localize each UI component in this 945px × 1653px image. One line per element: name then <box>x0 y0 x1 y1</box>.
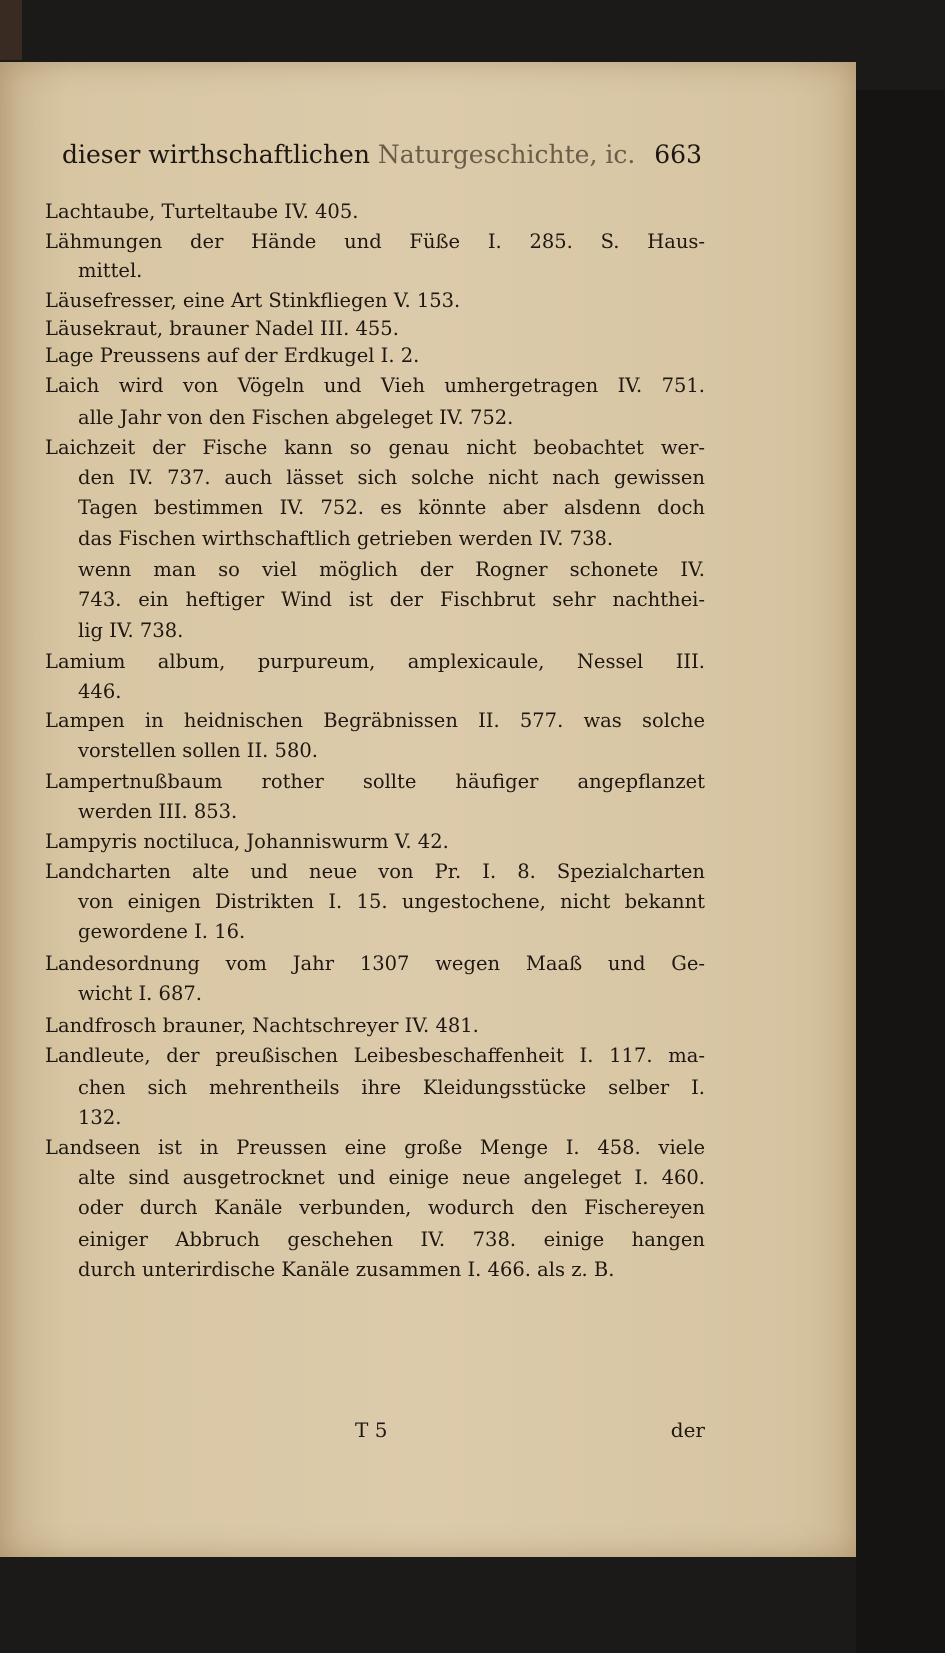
index-entry-continuation: 132. <box>78 1106 122 1129</box>
index-entry: Lähmungen der Hände und Füße I. 285. S. Haus- <box>45 230 705 253</box>
index-entry-continuation: Tagen bestimmen IV. 752. es könnte aber alsdenn doch <box>78 496 705 519</box>
running-title-text: dieser wirthschaftlichen <box>62 140 370 169</box>
index-entry-continuation: lig IV. 738. <box>78 619 184 642</box>
index-entry-continuation: wenn man so viel möglich der Rogner schonete IV. <box>78 558 705 581</box>
index-entry: Lachtaube, Turteltaube IV. 405. <box>45 200 359 223</box>
index-entry-continuation: wicht I. 687. <box>78 982 202 1005</box>
index-entry: Läusekraut, brauner Nadel III. 455. <box>45 317 399 340</box>
index-entry-continuation: von einigen Distrikten I. 15. ungestochene, nicht bekannt <box>78 890 705 913</box>
index-entry: Lampertnußbaum rother sollte häufiger angepflanzet <box>45 770 705 793</box>
running-title <box>62 140 635 169</box>
page-edge-shadow <box>856 90 945 1653</box>
index-entry-continuation: 743. ein heftiger Wind ist der Fischbrut sehr nachthei- <box>78 588 705 611</box>
running-header <box>62 140 702 169</box>
index-entry: Laich wird von Vögeln und Vieh umhergetragen IV. 751. <box>45 374 705 397</box>
index-entry: Lampyris noctiluca, Johanniswurm V. 42. <box>45 830 449 853</box>
index-entry-continuation: werden III. 853. <box>78 800 238 823</box>
index-entry-continuation: alle Jahr von den Fischen abgeleget IV. 752. <box>78 406 514 429</box>
catchword: der <box>670 1418 705 1442</box>
index-entry: Lage Preussens auf der Erdkugel I. 2. <box>45 344 420 367</box>
index-entry-continuation: vorstellen sollen II. 580. <box>78 739 318 762</box>
index-entry-continuation: alte sind ausgetrocknet und einige neue angeleget I. 460. <box>78 1166 705 1189</box>
index-entry-continuation: den IV. 737. auch lässet sich solche nicht nach gewissen <box>78 466 705 489</box>
page-footer <box>355 1418 705 1442</box>
index-entry: Landesordnung vom Jahr 1307 wegen Maaß und Ge- <box>45 952 705 975</box>
index-entry-continuation: durch unterirdische Kanäle zusammen I. 466. als z. B. <box>78 1258 615 1281</box>
index-entry: Landseen ist in Preussen eine große Menge I. 458. viele <box>45 1136 705 1159</box>
index-entry-continuation: 446. <box>78 680 122 703</box>
index-entry: Landleute, der preußischen Leibesbeschaffenheit I. 117. ma- <box>45 1044 705 1067</box>
index-entry-continuation: einiger Abbruch geschehen IV. 738. einige hangen <box>78 1228 705 1251</box>
index-entry: Landcharten alte und neue von Pr. I. 8. Spezialcharten <box>45 860 705 883</box>
signature-mark: T 5 <box>355 1418 388 1442</box>
index-entry-continuation: chen sich mehrentheils ihre Kleidungsstücke selber I. <box>78 1076 705 1099</box>
index-entry: Läusefresser, eine Art Stinkfliegen V. 153. <box>45 289 461 312</box>
index-entry: Landfrosch brauner, Nachtschreyer IV. 481. <box>45 1014 479 1037</box>
index-entry: Laichzeit der Fische kann so genau nicht beobachtet wer- <box>45 436 705 459</box>
index-entry: Lamium album, purpureum, amplexicaule, Nessel III. <box>45 650 705 673</box>
book-spine <box>0 0 22 60</box>
index-entry-continuation: mittel. <box>78 259 143 282</box>
page-number: 663 <box>654 140 702 169</box>
running-title-faded: Naturgeschichte, ic. <box>377 140 636 169</box>
index-entry-continuation: gewordene I. 16. <box>78 920 246 943</box>
index-entry: Lampen in heidnischen Begräbnissen II. 577. was solche <box>45 709 705 732</box>
index-entry-continuation: oder durch Kanäle verbunden, wodurch den Fischereyen <box>78 1196 705 1219</box>
index-entry-continuation: das Fischen wirthschaftlich getrieben werden IV. 738. <box>78 527 614 550</box>
